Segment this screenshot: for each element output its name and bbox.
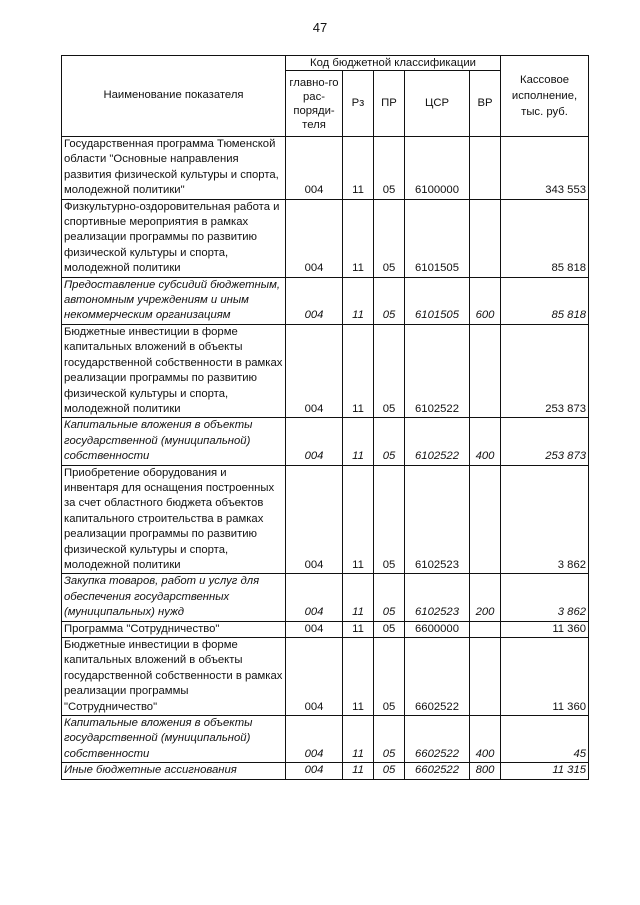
cell-name: Капитальные вложения в объекты государственной (муниципальной) собственности xyxy=(62,716,286,763)
cell-grbs: 004 xyxy=(286,418,343,465)
cell-sum: 253 873 xyxy=(501,324,589,417)
table-row xyxy=(62,418,589,465)
cell-name: Бюджетные инвестиции в форме капитальных вложений в объекты государственной собственности в рамках реализации программы по развитию физической культуры и спорта, молодежной политики xyxy=(62,324,286,417)
cell-sum: 3 862 xyxy=(501,574,589,621)
cell-csr: 6600000 xyxy=(405,621,470,637)
cell-csr: 6602522 xyxy=(405,716,470,763)
cell-csr: 6100000 xyxy=(405,137,470,200)
cell-rz: 11 xyxy=(343,465,374,574)
table-row xyxy=(62,199,589,277)
cell-sum: 343 553 xyxy=(501,137,589,200)
header-pr: ПР xyxy=(374,71,405,137)
cell-csr: 6102522 xyxy=(405,324,470,417)
table-row xyxy=(62,621,589,637)
cell-pr: 05 xyxy=(374,716,405,763)
table-body xyxy=(62,137,589,780)
table-row xyxy=(62,324,589,417)
cell-rz: 11 xyxy=(343,199,374,277)
cell-grbs: 004 xyxy=(286,621,343,637)
cell-sum: 45 xyxy=(501,716,589,763)
cell-csr: 6102523 xyxy=(405,465,470,574)
cell-grbs: 004 xyxy=(286,574,343,621)
cell-sum: 11 315 xyxy=(501,763,589,779)
cell-name: Иные бюджетные ассигнования xyxy=(62,763,286,779)
cell-grbs: 004 xyxy=(286,638,343,716)
cell-grbs: 004 xyxy=(286,465,343,574)
cell-rz: 11 xyxy=(343,324,374,417)
header-grbs: главно-го рас-поряди-теля xyxy=(286,71,343,137)
cell-rz: 11 xyxy=(343,716,374,763)
cell-rz: 11 xyxy=(343,763,374,779)
cell-sum: 11 360 xyxy=(501,638,589,716)
cell-name: Программа "Сотрудничество" xyxy=(62,621,286,637)
header-rz: Рз xyxy=(343,71,374,137)
header-sum: Кассовое исполнение, тыс. руб. xyxy=(501,56,589,137)
cell-rz: 11 xyxy=(343,137,374,200)
cell-vr: 800 xyxy=(470,763,501,779)
cell-pr: 05 xyxy=(374,137,405,200)
cell-sum: 253 873 xyxy=(501,418,589,465)
cell-vr: 200 xyxy=(470,574,501,621)
table-row xyxy=(62,716,589,763)
cell-grbs: 004 xyxy=(286,137,343,200)
cell-grbs: 004 xyxy=(286,277,343,324)
cell-name: Государственная программа Тюменской области "Основные направления развития физической культуры и спорта, молодежной политики" xyxy=(62,137,286,200)
table-row xyxy=(62,638,589,716)
header-csr: ЦСР xyxy=(405,71,470,137)
cell-rz: 11 xyxy=(343,638,374,716)
cell-name: Закупка товаров, работ и услуг для обеспечения государственных (муниципальных) нужд xyxy=(62,574,286,621)
cell-csr: 6101505 xyxy=(405,277,470,324)
cell-grbs: 004 xyxy=(286,763,343,779)
cell-pr: 05 xyxy=(374,199,405,277)
cell-pr: 05 xyxy=(374,574,405,621)
cell-sum: 3 862 xyxy=(501,465,589,574)
cell-csr: 6101505 xyxy=(405,199,470,277)
table-row xyxy=(62,465,589,574)
page-number: 47 xyxy=(312,20,328,35)
cell-csr: 6102523 xyxy=(405,574,470,621)
cell-pr: 05 xyxy=(374,621,405,637)
cell-pr: 05 xyxy=(374,465,405,574)
cell-sum: 85 818 xyxy=(501,199,589,277)
cell-rz: 11 xyxy=(343,621,374,637)
cell-vr: 400 xyxy=(470,418,501,465)
cell-sum: 85 818 xyxy=(501,277,589,324)
cell-name: Предоставление субсидий бюджетным, автономным учреждениям и иным некоммерческим организациям xyxy=(62,277,286,324)
header-vr: ВР xyxy=(470,71,501,137)
cell-csr: 6102522 xyxy=(405,418,470,465)
cell-pr: 05 xyxy=(374,324,405,417)
table-row xyxy=(62,277,589,324)
cell-sum: 11 360 xyxy=(501,621,589,637)
cell-pr: 05 xyxy=(374,638,405,716)
cell-grbs: 004 xyxy=(286,716,343,763)
cell-rz: 11 xyxy=(343,574,374,621)
cell-vr xyxy=(470,199,501,277)
cell-name: Приобретение оборудования и инвентаря для оснащения построенных за счет областного бюджета объектов капитального строительства в рамках реализации программы по развитию физической культуры и спорта, молодежной политики xyxy=(62,465,286,574)
cell-grbs: 004 xyxy=(286,324,343,417)
cell-pr: 05 xyxy=(374,763,405,779)
header-budget-code: Код бюджетной классификации xyxy=(286,56,501,71)
table-row xyxy=(62,763,589,779)
cell-name: Капитальные вложения в объекты государственной (муниципальной) собственности xyxy=(62,418,286,465)
cell-vr: 600 xyxy=(470,277,501,324)
table-row xyxy=(62,137,589,200)
budget-execution-table xyxy=(61,55,589,780)
cell-name: Физкультурно-оздоровительная работа и спортивные мероприятия в рамках реализации программы по развитию физической культуры и спорта, молодежной политики xyxy=(62,199,286,277)
cell-vr xyxy=(470,621,501,637)
header-name: Наименование показателя xyxy=(62,56,286,137)
cell-csr: 6602522 xyxy=(405,763,470,779)
cell-vr xyxy=(470,638,501,716)
cell-rz: 11 xyxy=(343,418,374,465)
cell-pr: 05 xyxy=(374,277,405,324)
cell-vr xyxy=(470,465,501,574)
cell-vr xyxy=(470,137,501,200)
cell-vr: 400 xyxy=(470,716,501,763)
cell-vr xyxy=(470,324,501,417)
cell-grbs: 004 xyxy=(286,199,343,277)
cell-csr: 6602522 xyxy=(405,638,470,716)
cell-pr: 05 xyxy=(374,418,405,465)
cell-name: Бюджетные инвестиции в форме капитальных вложений в объекты государственной собственности в рамках реализации программы "Сотрудничество" xyxy=(62,638,286,716)
cell-rz: 11 xyxy=(343,277,374,324)
table-row xyxy=(62,574,589,621)
